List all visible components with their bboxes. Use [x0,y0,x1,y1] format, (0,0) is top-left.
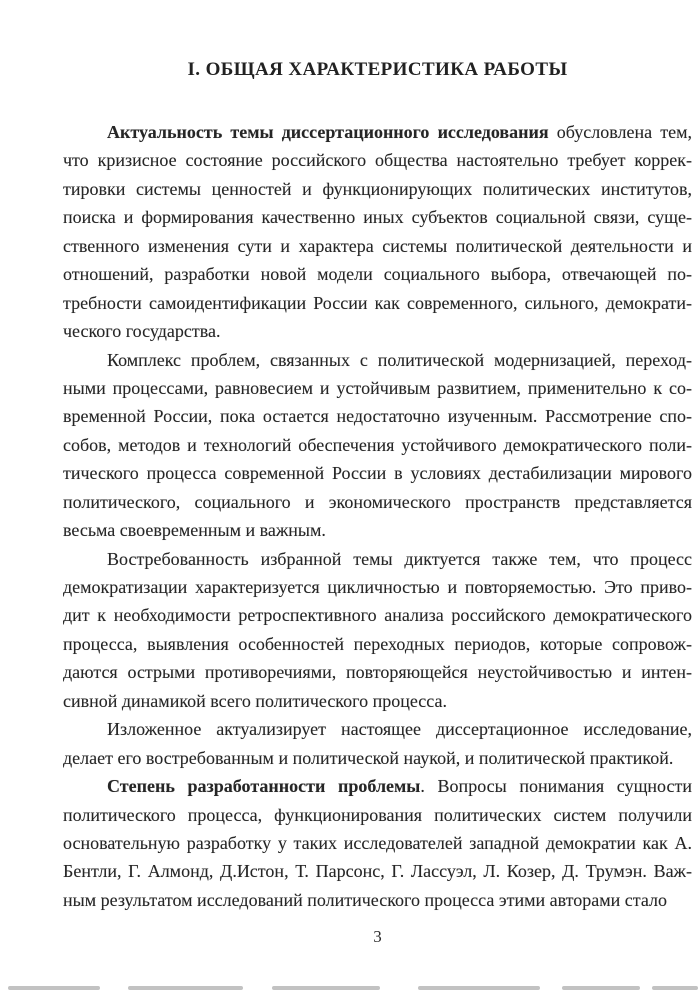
text-line [63,317,692,345]
text-line [63,488,692,516]
text-line [63,260,692,288]
text-line [63,886,692,914]
scan-noise-mark [8,986,100,990]
text-segment: требности самоидентификации России как современного, сильного, демократи- [63,292,692,313]
text-segment: Изложенное актуализирует настоящее диссертационное исследование, [107,719,692,740]
text-segment: политического процесса, функционирования политических систем получили [63,804,692,825]
bold-text-segment: Актуальность темы диссертационного исследования [107,122,549,142]
text-segment: . Вопросы понимания сущности [420,776,692,797]
text-line [63,118,692,146]
text-segment: весьма своевременным и важным. [63,520,326,541]
text-segment: процесса, выявления особенностей переходных периодов, которые сопровож- [63,633,692,654]
text-line [63,289,692,317]
text-line [63,346,692,374]
text-line [63,573,692,601]
text-line [63,630,692,658]
text-segment: Комплекс проблем, связанных с политической модернизацией, переход- [107,349,692,370]
text-segment: Востребованность избранной темы диктуется также тем, что процесс [107,548,692,569]
text-line [63,658,692,686]
text-line [63,459,692,487]
text-line [63,772,692,800]
text-line [63,175,692,203]
text-line [63,431,692,459]
scan-noise-mark [652,986,698,990]
text-line [63,402,692,430]
text-segment: собов, методов и технологий обеспечения устойчивого демократического поли- [63,434,692,455]
text-segment: Бентли, Г. Алмонд, Д.Истон, Т. Парсонс, Г. Лассуэл, Л. Козер, Д. Трумэн. Важ- [63,861,692,882]
scan-edge-artifact [0,984,700,990]
text-line [63,601,692,629]
scan-noise-mark [562,986,640,990]
text-segment: ными процессами, равновесием и устойчивым развитием, применительно к со- [63,377,692,398]
text-line [63,232,692,260]
text-segment: политического, социального и экономического пространств представляется [63,491,692,512]
text-line [63,801,692,829]
body-text [63,118,692,914]
paragraph [63,715,692,772]
text-segment: ным результатом исследований политического процесса этими авторами стало [63,889,667,910]
text-segment: делает его востребованным и политической наукой, и политической практикой. [63,747,674,768]
text-line [63,146,692,174]
text-segment: тировки системы ценностей и функционирующих политических институтов, [63,178,692,199]
text-segment: дит к необходимости ретроспективного анализа российского демократического [63,605,692,626]
text-segment: демократизации характеризуется цикличностью и повторяемостью. Это приво- [63,577,692,597]
text-line [63,687,692,715]
text-line [63,829,692,857]
text-segment: сивной динамикой всего политического процесса. [63,690,447,711]
text-segment: отношений, разработки новой модели социального выбора, отвечающей по- [63,264,692,285]
text-segment: временной России, пока остается недостаточно изученным. Рассмотрение спо- [63,406,692,427]
paragraph [63,118,692,346]
scan-noise-mark [128,986,243,990]
text-line [63,516,692,544]
text-segment: тического процесса современной России в условиях дестабилизации мирового [63,463,692,484]
text-segment: ческого государства. [63,321,221,342]
text-line [63,545,692,573]
text-line [63,857,692,885]
text-segment: обусловлена тем, [548,122,692,142]
paragraph [63,346,692,545]
page-number: 3 [373,927,382,946]
text-segment: даются острыми противоречиями, повторяющейся неустойчивостью и интен- [63,662,692,683]
scan-noise-mark [418,986,540,990]
scan-noise-mark [272,986,380,990]
paragraph [63,772,692,914]
bold-text-segment: Степень разработанности проблемы [107,776,421,797]
text-line [63,715,692,743]
text-segment: что кризисное состояние российского общества настоятельно требует коррек- [63,150,692,171]
text-segment: основательную разработку у таких исследователей западной демократии как А. [63,832,692,853]
text-line [63,744,692,772]
page-title: I. ОБЩАЯ ХАРАКТЕРИСТИКА РАБОТЫ [187,59,568,80]
text-line [63,203,692,231]
paragraph [63,545,692,716]
text-segment: ственного изменения сути и характера системы политической деятельности и [63,235,692,256]
text-segment: поиска и формирования качественно иных субъектов социальной связи, суще- [63,207,692,228]
text-line [63,374,692,402]
